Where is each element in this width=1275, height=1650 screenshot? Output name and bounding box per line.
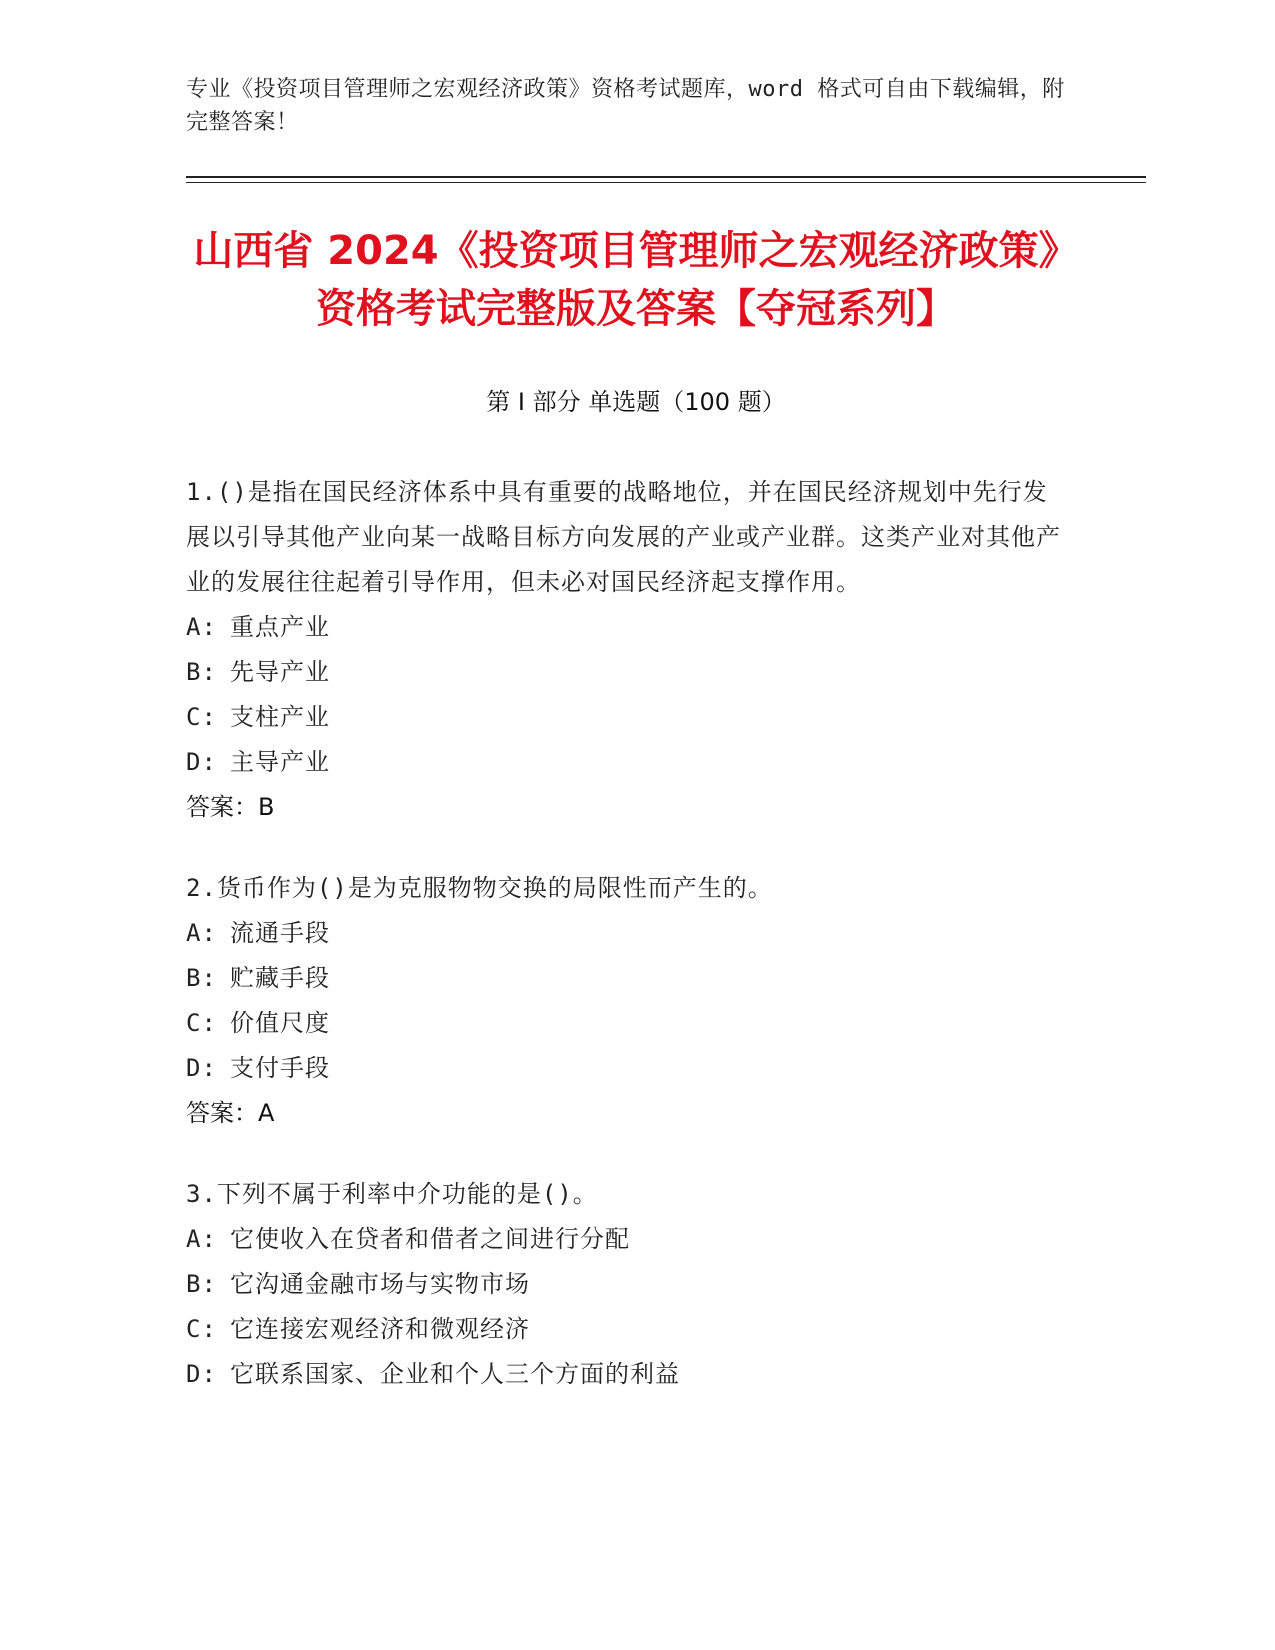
header-note: 专业《投资项目管理师之宏观经济政策》资格考试题库，word 格式可自由下载编辑，附完整答案！	[186, 77, 1065, 135]
question-1	[186, 470, 1066, 830]
option-text: 支付手段	[230, 1054, 330, 1082]
option-key: A:	[186, 919, 217, 947]
option-d	[186, 1046, 1066, 1091]
option-key: C:	[186, 1315, 217, 1343]
question-3	[186, 1172, 1066, 1397]
option-text: 它使收入在贷者和借者之间进行分配	[230, 1225, 630, 1253]
option-d	[186, 740, 1066, 785]
question-stem: 1.()是指在国民经济体系中具有重要的战略地位，并在国民经济规划中先行发展以引导其他产业向某一战略目标方向发展的产业或产业群。这类产业对其他产业的发展往往起着引导作用，但未必对国民经济起支撑作用。	[186, 478, 1061, 596]
option-key: D:	[186, 748, 217, 776]
option-c	[186, 1001, 1066, 1046]
option-key: C:	[186, 1009, 217, 1037]
header-divider-thin	[186, 182, 1146, 183]
option-c	[186, 695, 1066, 740]
option-text: 重点产业	[230, 613, 330, 641]
answer: 答案：B	[186, 793, 275, 821]
option-a	[186, 911, 1066, 956]
option-b	[186, 650, 1066, 695]
option-a	[186, 1217, 1066, 1262]
section-title: 第 I 部分 单选题（100 题）	[486, 388, 786, 416]
answer: 答案：A	[186, 1099, 275, 1127]
question-2	[186, 866, 1066, 1136]
option-text: 价值尺度	[230, 1009, 330, 1037]
option-text: 支柱产业	[230, 703, 330, 731]
option-text: 它联系国家、企业和个人三个方面的利益	[230, 1360, 680, 1388]
option-key: B:	[186, 658, 217, 686]
header-divider-thick	[186, 176, 1146, 178]
option-b	[186, 1262, 1066, 1307]
question-stem: 2.货币作为()是为克服物物交换的局限性而产生的。	[186, 874, 773, 902]
option-text: 它连接宏观经济和微观经济	[230, 1315, 530, 1343]
option-b	[186, 956, 1066, 1001]
option-key: B:	[186, 964, 217, 992]
option-text: 主导产业	[230, 748, 330, 776]
option-d	[186, 1352, 1066, 1397]
option-key: C:	[186, 703, 217, 731]
option-text: 流通手段	[230, 919, 330, 947]
question-stem: 3.下列不属于利率中介功能的是()。	[186, 1180, 598, 1208]
option-text: 它沟通金融市场与实物市场	[230, 1270, 530, 1298]
option-key: B:	[186, 1270, 217, 1298]
option-key: D:	[186, 1054, 217, 1082]
option-text: 先导产业	[230, 658, 330, 686]
option-c	[186, 1307, 1066, 1352]
option-key: D:	[186, 1360, 217, 1388]
option-key: A:	[186, 1225, 217, 1253]
option-text: 贮藏手段	[230, 964, 330, 992]
question-list	[186, 470, 1066, 1433]
option-a	[186, 605, 1066, 650]
document-title: 山西省 2024《投资项目管理师之宏观经济政策》资格考试完整版及答案【夺冠系列】	[193, 228, 1079, 332]
option-key: A:	[186, 613, 217, 641]
